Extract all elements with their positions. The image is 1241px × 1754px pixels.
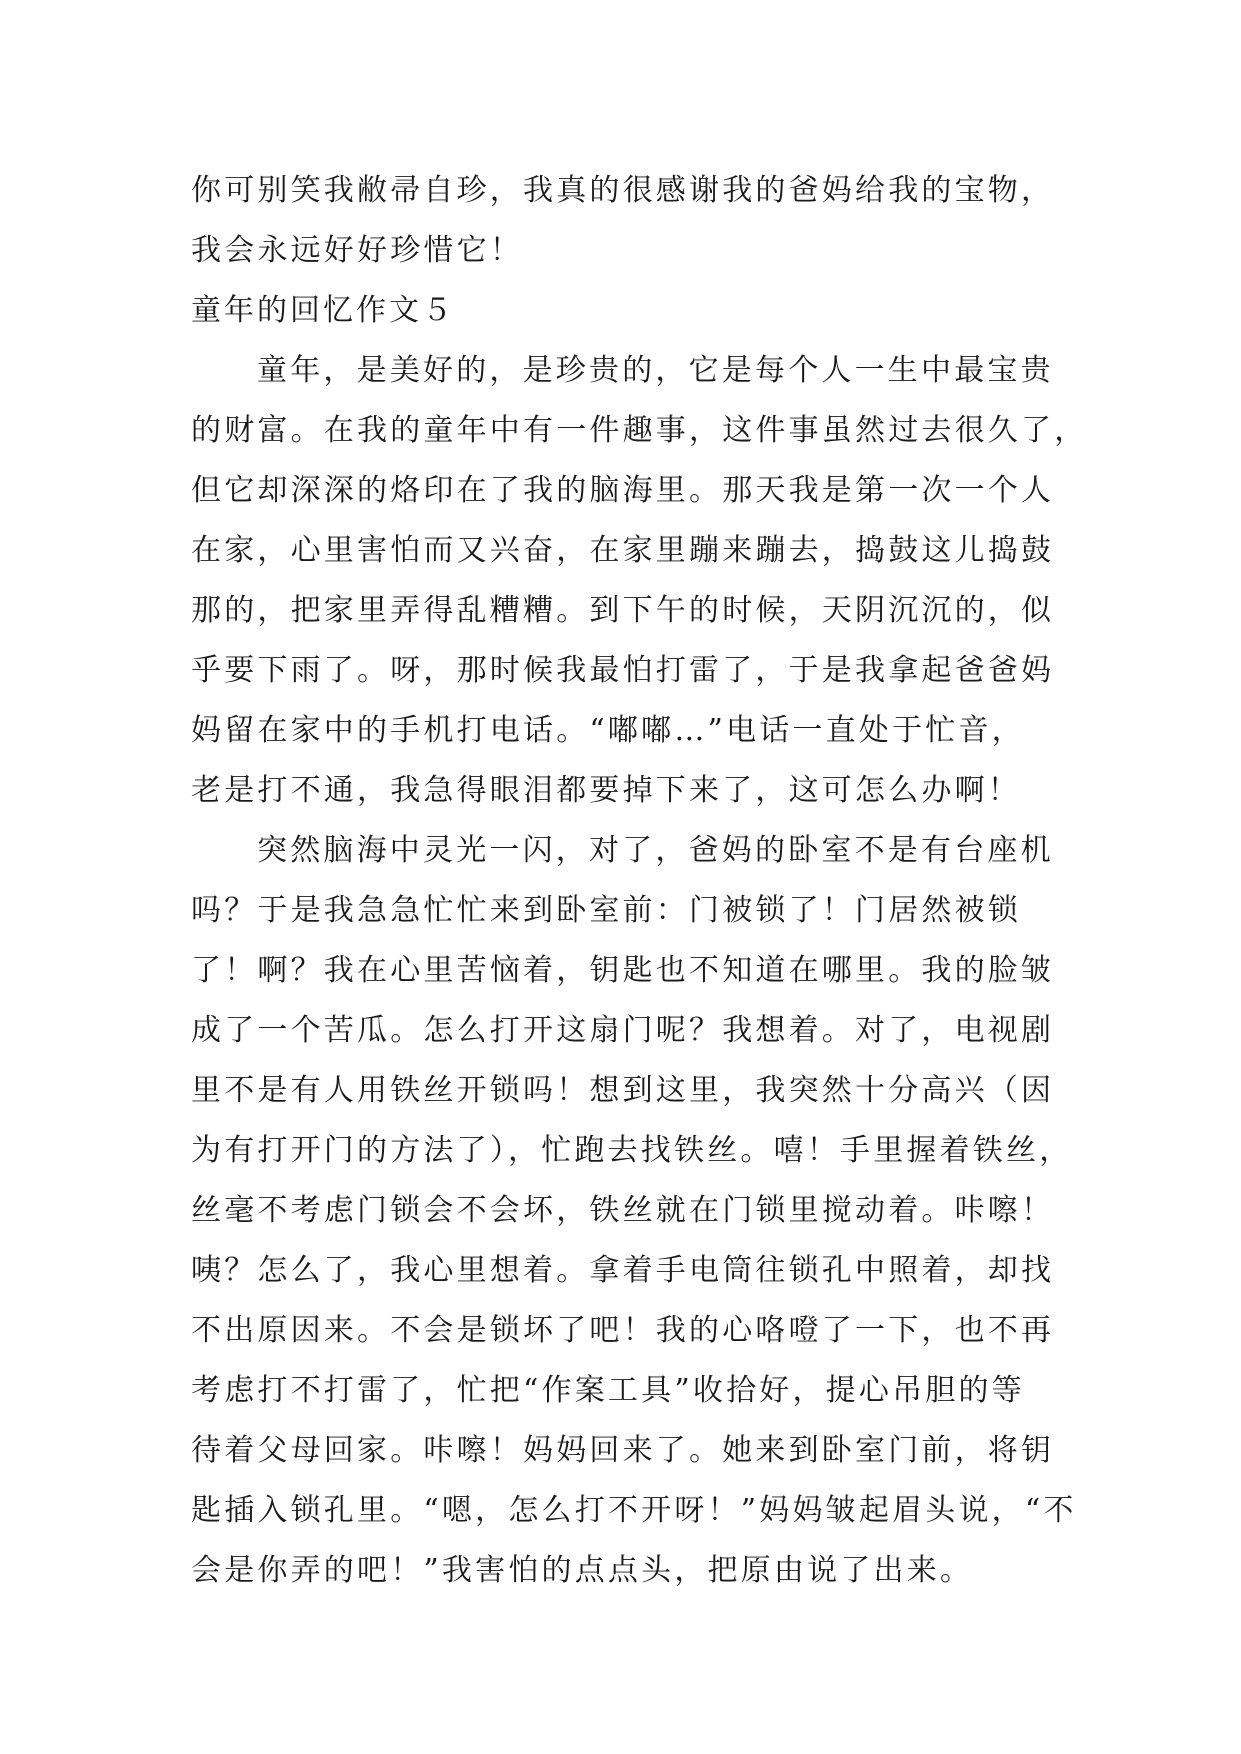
paragraph-line: 那的，把家里弄得乱糟糟。到下午的时候，天阴沉沉的，似 <box>191 593 1055 628</box>
paragraph-line: 为有打开门的方法了），忙跑去找铁丝。嘻！手里握着铁丝， <box>191 1133 1073 1168</box>
paragraph-line: 了！啊？我在心里苦恼着，钥匙也不知道在哪里。我的脸皱 <box>191 953 1055 988</box>
paragraph-line: 匙插入锁孔里。“嗯，怎么打不开呀！”妈妈皱起眉头说，“不 <box>191 1493 1077 1528</box>
paragraph-line: 突然脑海中灵光一闪，对了，爸妈的卧室不是有台座机 <box>257 833 1054 868</box>
paragraph-line: 乎要下雨了。呀，那时候我最怕打雷了，于是我拿起爸爸妈 <box>191 653 1055 688</box>
paragraph-line: 不出原因来。不会是锁坏了吧！我的心咯噔了一下，也不再 <box>191 1313 1055 1348</box>
paragraph-line: 待着父母回家。咔嚓！妈妈回来了。她来到卧室门前，将钥 <box>191 1433 1055 1468</box>
section-heading: 童年的回忆作文５ <box>191 293 455 328</box>
paragraph-line: 童年，是美好的，是珍贵的，它是每个人一生中最宝贵 <box>257 353 1054 388</box>
intro-line: 我会永远好好珍惜它！ <box>191 233 523 268</box>
paragraph-line: 成了一个苦瓜。怎么打开这扇门呢？我想着。对了，电视剧 <box>191 1013 1055 1048</box>
paragraph-line: 丝毫不考虑门锁会不会坏，铁丝就在门锁里搅动着。咔嚓！ <box>191 1193 1055 1228</box>
paragraph-line: 吗？于是我急急忙忙来到卧室前：门被锁了！门居然被锁 <box>191 893 1021 928</box>
paragraph-line: 考虑打不打雷了，忙把“作案工具”收拾好，提心吊胆的等 <box>191 1373 1025 1408</box>
document-body <box>191 161 1088 1601</box>
paragraph-line: 老是打不通，我急得眼泪都要掉下来了，这可怎么办啊！ <box>191 773 1021 808</box>
paragraph-line: 里不是有人用铁丝开锁吗！想到这里，我突然十分高兴（因 <box>191 1073 1055 1108</box>
intro-line: 你可别笑我敝帚自珍，我真的很感谢我的爸妈给我的宝物， <box>191 173 1055 208</box>
paragraph-line: 的财富。在我的童年中有一件趣事，这件事虽然过去很久了， <box>191 413 1088 448</box>
paragraph-line: 妈留在家中的手机打电话。“嘟嘟…”电话一直处于忙音， <box>191 713 1025 748</box>
paragraph-line: 咦？怎么了，我心里想着。拿着手电筒往锁孔中照着，却找 <box>191 1253 1055 1288</box>
paragraph-line: 会是你弄的吧！”我害怕的点点头，把原由说了出来。 <box>191 1553 974 1588</box>
paragraph-line: 在家，心里害怕而又兴奋，在家里蹦来蹦去，捣鼓这儿捣鼓 <box>191 533 1055 568</box>
paragraph-line: 但它却深深的烙印在了我的脑海里。那天我是第一次一个人 <box>191 473 1055 508</box>
